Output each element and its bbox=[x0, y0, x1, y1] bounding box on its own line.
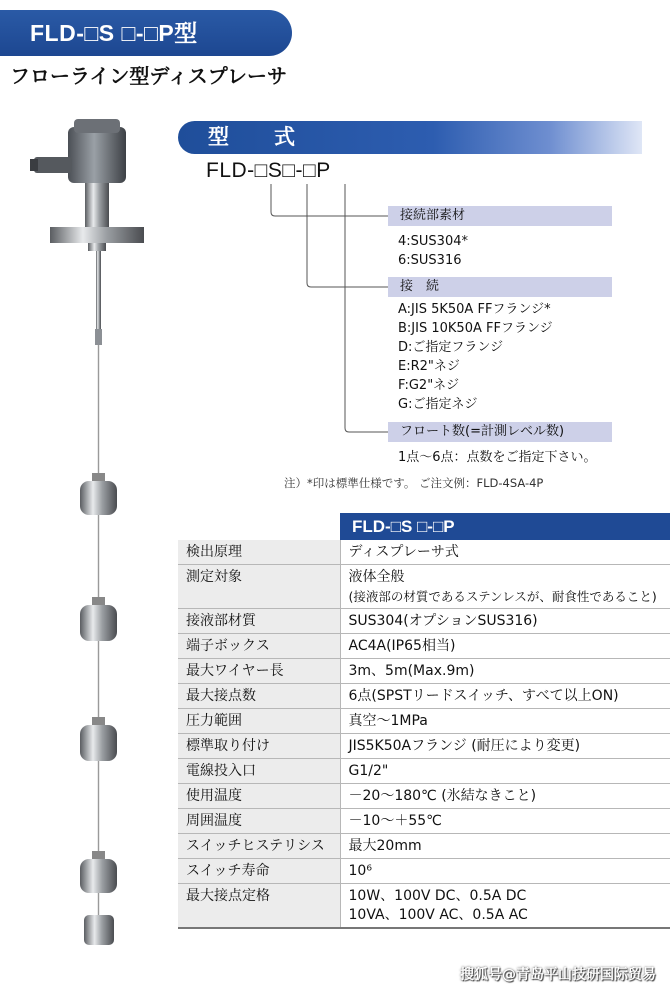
list-item: D:ご指定フランジ bbox=[398, 340, 504, 355]
spec-key: 最大ワイヤー長 bbox=[178, 659, 340, 684]
float-2 bbox=[80, 597, 117, 641]
spec-value: 真空～1MPa bbox=[340, 709, 670, 734]
option-bar-material: 接続部素材 bbox=[388, 206, 612, 226]
list-item: B:JIS 10K50A FFフランジ bbox=[398, 321, 553, 336]
spec-value: AC4A(IP65相当) bbox=[340, 634, 670, 659]
order-note: 注）*印は標準仕様です。 ご注文例：FLD-4SA-4P bbox=[284, 476, 544, 490]
spec-value: SUS304(オプションSUS316) bbox=[340, 609, 670, 634]
list-item: 6:SUS316 bbox=[398, 253, 462, 268]
float-3 bbox=[80, 717, 117, 761]
table-row bbox=[178, 634, 670, 659]
spec-value: 10⁶ bbox=[340, 859, 670, 884]
spec-value-sub: (接液部の材質であるステンレスが、耐食性であること) bbox=[348, 589, 657, 604]
spec-key: 標準取り付け bbox=[178, 734, 340, 759]
list-item: E:R2"ネジ bbox=[398, 359, 460, 374]
option-list-float-count bbox=[398, 448, 597, 467]
table-row bbox=[178, 609, 670, 634]
spec-key: 最大接点定格 bbox=[178, 884, 340, 929]
option-bar-connection: 接 続 bbox=[388, 277, 612, 297]
table-row bbox=[178, 734, 670, 759]
list-item: A:JIS 5K50A FFフランジ* bbox=[398, 302, 551, 317]
weight bbox=[84, 915, 114, 945]
spec-value: 3m、5m(Max.9m) bbox=[340, 659, 670, 684]
table-row bbox=[178, 784, 670, 809]
watermark: 搜狐号@青岛平山技研国际贸易 bbox=[460, 967, 656, 983]
page-subtitle: フローライン型ディスプレーサ bbox=[10, 64, 287, 88]
table-row bbox=[178, 759, 670, 784]
table-row bbox=[178, 565, 670, 609]
product-illustration bbox=[30, 115, 180, 955]
table-row bbox=[178, 709, 670, 734]
list-item: 4:SUS304* bbox=[398, 234, 468, 249]
option-list-connection bbox=[398, 300, 553, 414]
spec-key: 最大接点数 bbox=[178, 684, 340, 709]
spec-key: 端子ボックス bbox=[178, 634, 340, 659]
spec-key: 圧力範囲 bbox=[178, 709, 340, 734]
table-row bbox=[178, 659, 670, 684]
table-row bbox=[178, 684, 670, 709]
table-row bbox=[178, 540, 670, 565]
spec-key: 使用温度 bbox=[178, 784, 340, 809]
spec-key: 周囲温度 bbox=[178, 809, 340, 834]
spec-key: 電線投入口 bbox=[178, 759, 340, 784]
spec-value: G1/2" bbox=[340, 759, 670, 784]
spec-value bbox=[340, 565, 670, 609]
spec-key: 測定対象 bbox=[178, 565, 340, 609]
spec-table bbox=[178, 513, 670, 929]
list-item: G:ご指定ネジ bbox=[398, 397, 478, 412]
flange bbox=[50, 227, 144, 243]
spec-value: 6点(SPSTリードスイッチ、すべて以上ON) bbox=[340, 684, 670, 709]
table-header-blank bbox=[178, 513, 340, 540]
spec-value: 最大20mm bbox=[340, 834, 670, 859]
table-header-model: FLD-□S □-□P bbox=[340, 513, 670, 540]
spec-value bbox=[340, 884, 670, 929]
table-row bbox=[178, 834, 670, 859]
table-row bbox=[178, 884, 670, 929]
spec-value-main: 10W、100V DC、0.5A DC bbox=[348, 888, 527, 904]
spec-value: －20～180℃ (氷結なきこと) bbox=[340, 784, 670, 809]
spec-value-sub: 10VA、100V AC、0.5A AC bbox=[348, 907, 528, 923]
list-item: 1点～6点：点数をご指定下さい。 bbox=[398, 450, 597, 465]
spec-key: スイッチヒステリシス bbox=[178, 834, 340, 859]
list-item: F:G2"ネジ bbox=[398, 378, 460, 393]
spec-key: 接液部材質 bbox=[178, 609, 340, 634]
float-1 bbox=[80, 473, 117, 515]
spec-value: JIS5K50Aフランジ (耐圧により変更) bbox=[340, 734, 670, 759]
page-title: FLD-□S □-□P型 bbox=[0, 10, 292, 56]
terminal-box bbox=[68, 127, 126, 183]
spec-value: ディスプレーサ式 bbox=[340, 540, 670, 565]
model-code: FLD-□S□-□P bbox=[206, 159, 331, 182]
model-section-bar: 型 式 bbox=[178, 121, 642, 154]
spec-key: スイッチ寿命 bbox=[178, 859, 340, 884]
option-list-material bbox=[398, 232, 468, 270]
spec-key: 検出原理 bbox=[178, 540, 340, 565]
table-row bbox=[178, 859, 670, 884]
spec-value-main: 液体全般 bbox=[348, 569, 405, 585]
option-bar-float-count: フロート数(=計測レベル数) bbox=[388, 422, 612, 442]
float-4 bbox=[80, 851, 117, 893]
table-row bbox=[178, 809, 670, 834]
spec-value: －10～＋55℃ bbox=[340, 809, 670, 834]
